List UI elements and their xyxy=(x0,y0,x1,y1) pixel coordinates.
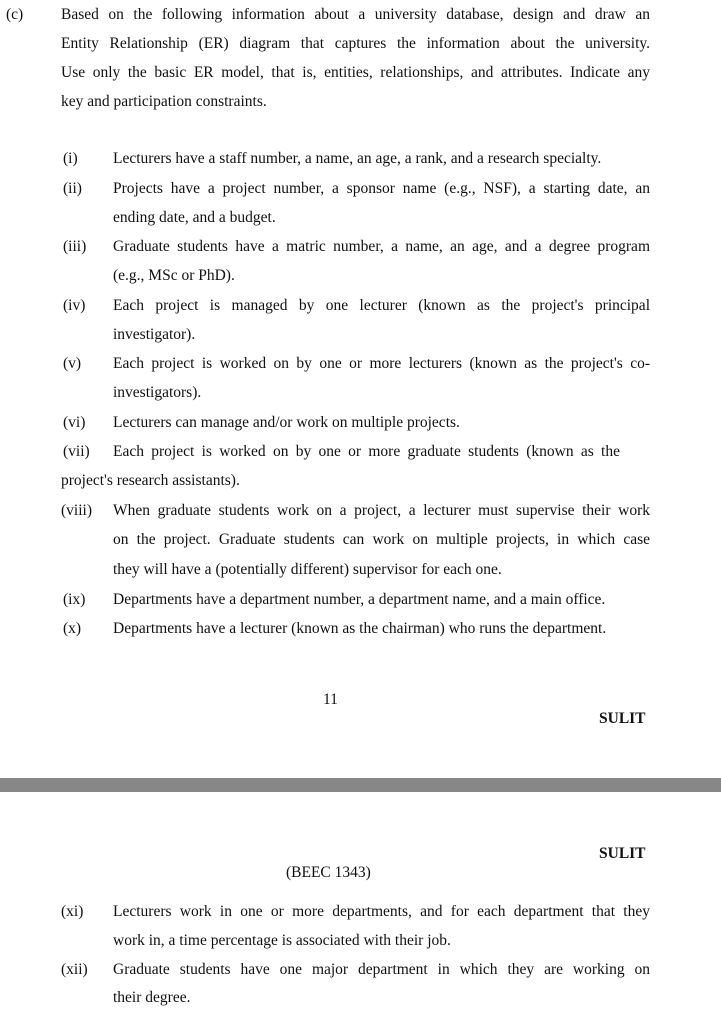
item-text: they will have a (potentially different) supervisor for each one. xyxy=(113,561,502,578)
intro-line: Entity Relationship (ER) diagram that captures the information about the university. xyxy=(61,35,650,52)
item-label: (iv) xyxy=(63,297,86,314)
item-text: on the project. Graduate students can work on multiple projects, in which case xyxy=(113,531,650,548)
item-text: ending date, and a budget. xyxy=(113,209,276,226)
exam-page-12 xyxy=(0,792,721,1013)
item-text: Each project is managed by one lecturer (known as the project's principal xyxy=(113,297,650,314)
intro-line: key and participation constraints. xyxy=(61,93,267,110)
item-text: Departments have a lecturer (known as the chairman) who runs the department. xyxy=(113,620,607,637)
item-text: their degree. xyxy=(113,989,191,1006)
header-classification-mark: SULIT xyxy=(599,845,646,862)
item-text: work in, a time percentage is associated with their job. xyxy=(113,932,451,949)
item-text: Departments have a department number, a department name, and a main office. xyxy=(113,591,606,608)
item-label: (x) xyxy=(63,620,82,637)
item-text: Graduate students have one major department in which they are working on xyxy=(113,961,650,978)
item-label: (ix) xyxy=(63,591,86,608)
page-number: 11 xyxy=(323,691,338,708)
item-label: (i) xyxy=(63,150,78,167)
item-text: Lecturers have a staff number, a name, an age, a rank, and a research specialty. xyxy=(113,150,602,167)
item-text: Lecturers work in one or more departments, and for each department that they xyxy=(113,903,650,920)
item-label: (viii) xyxy=(61,502,92,519)
item-label: (xii) xyxy=(61,961,88,978)
item-text: investigator). xyxy=(113,326,196,343)
item-text: Lecturers can manage and/or work on multiple projects. xyxy=(113,414,460,431)
item-label: (xi) xyxy=(61,903,84,920)
item-text: (e.g., MSc or PhD). xyxy=(113,267,235,284)
footer-classification-mark: SULIT xyxy=(599,710,646,727)
item-label: (vii) xyxy=(63,443,90,460)
item-label: (vi) xyxy=(63,414,86,431)
page-separator xyxy=(0,778,721,792)
item-text: Projects have a project number, a sponsor name (e.g., NSF), a starting date, an xyxy=(113,180,650,197)
intro-line: Use only the basic ER model, that is, entities, relationships, and attributes. Indicate any xyxy=(61,64,650,81)
item-label: (v) xyxy=(63,355,82,372)
item-text: Each project is worked on by one or more lecturers (known as the project's co- xyxy=(113,355,650,372)
item-label: (iii) xyxy=(63,238,87,255)
intro-line: Based on the following information about a university database, design and draw an xyxy=(61,6,650,23)
item-text: Graduate students have a matric number, a name, an age, and a degree program xyxy=(113,238,650,255)
item-text: When graduate students work on a project, a lecturer must supervise their work xyxy=(113,502,650,519)
item-text: project's research assistants). xyxy=(61,472,240,489)
item-text: investigators). xyxy=(113,384,202,401)
item-text: Each project is worked on by one or more graduate students (known as the xyxy=(113,443,620,460)
item-label: (ii) xyxy=(63,180,82,197)
question-part-label: (c) xyxy=(6,6,24,23)
course-code: (BEEC 1343) xyxy=(286,864,371,881)
